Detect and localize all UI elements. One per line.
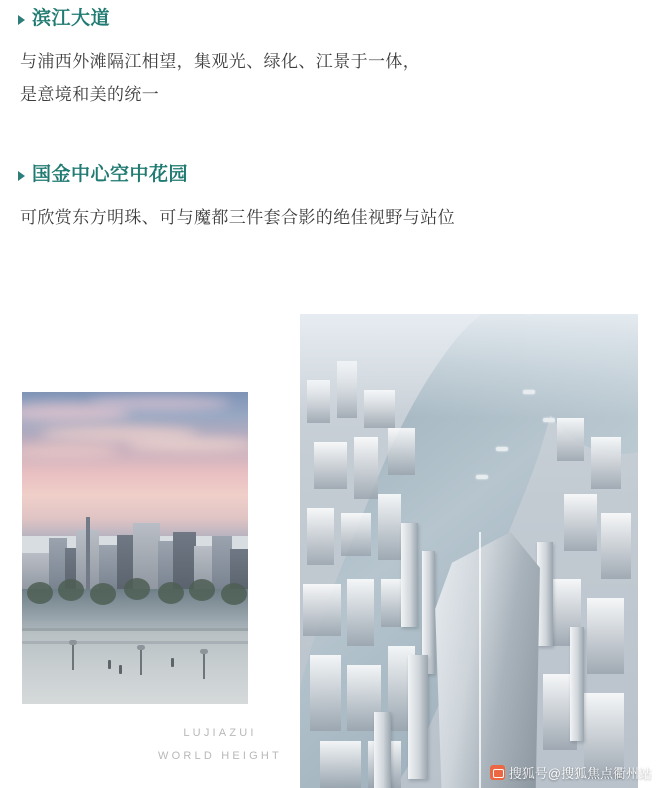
embankment-rail [22,628,248,631]
tower [408,655,428,778]
skyscraper-edge-highlight [479,532,481,788]
pedestrian [119,665,122,674]
cloud [126,438,248,451]
watermark-text: 搜狐号@搜狐焦点衢州站 [508,766,652,781]
section-heading-label: 国金中心空中花园 [32,164,189,185]
boat [543,418,555,422]
city-block [347,579,374,645]
triangle-bullet-icon [18,15,25,25]
city-block [587,598,624,674]
city-block [591,437,621,489]
tree [124,578,150,600]
tree [90,583,116,605]
caption-line-1: LUJIAZUI [183,727,257,739]
cloud [90,396,230,410]
street-lamp [203,653,205,679]
tree [158,582,184,604]
bund-waterfront-sunset-photo [22,392,248,704]
city-block [320,741,361,788]
triangle-bullet-icon [18,171,25,181]
tree [27,582,53,604]
horizon-haze [300,314,638,418]
city-block [564,494,598,551]
watermark [490,763,652,782]
cloud [22,445,119,456]
caption-line-2: WORLD HEIGHT [158,750,282,763]
section-binjiang-avenue [18,8,642,111]
city-block [378,494,402,560]
promenade-and-river [22,589,248,704]
boat [476,475,488,479]
pedestrian [108,660,111,669]
embankment-rail [22,641,248,644]
tower [374,712,391,788]
city-block [388,428,415,475]
city-block [557,418,584,461]
section-heading [18,8,642,31]
city-block [310,655,340,731]
city-block [307,508,334,565]
city-block [314,442,348,489]
lujiazui-aerial-photo [300,314,638,788]
street-lamp [72,644,74,670]
tower [570,627,584,741]
city-block [354,437,378,499]
section-heading-label: 滨江大道 [32,8,111,29]
sohu-logo-icon [490,765,505,780]
section-body-line: 是意境和美的统一 [20,84,160,104]
pedestrian [171,658,174,667]
boat [496,447,508,451]
section-body-line: 可欣赏东方明珠、可与魔都三件套合影的绝佳视野与站位 [20,207,455,227]
tower [401,523,418,627]
city-block [303,584,340,636]
tree [221,583,247,605]
city-block [601,513,631,579]
photo-caption [150,722,290,768]
clocktower-spire [86,517,90,595]
aerial-base [300,314,638,788]
section-ifc-sky-garden [18,164,642,234]
foreground-skyscraper [435,532,540,788]
section-body-line: 与浦西外滩隔江相望，集观光、绿化、江景于一体， [20,51,421,71]
section-heading [18,164,642,187]
street-lamp [140,649,142,675]
city-block [341,513,371,556]
